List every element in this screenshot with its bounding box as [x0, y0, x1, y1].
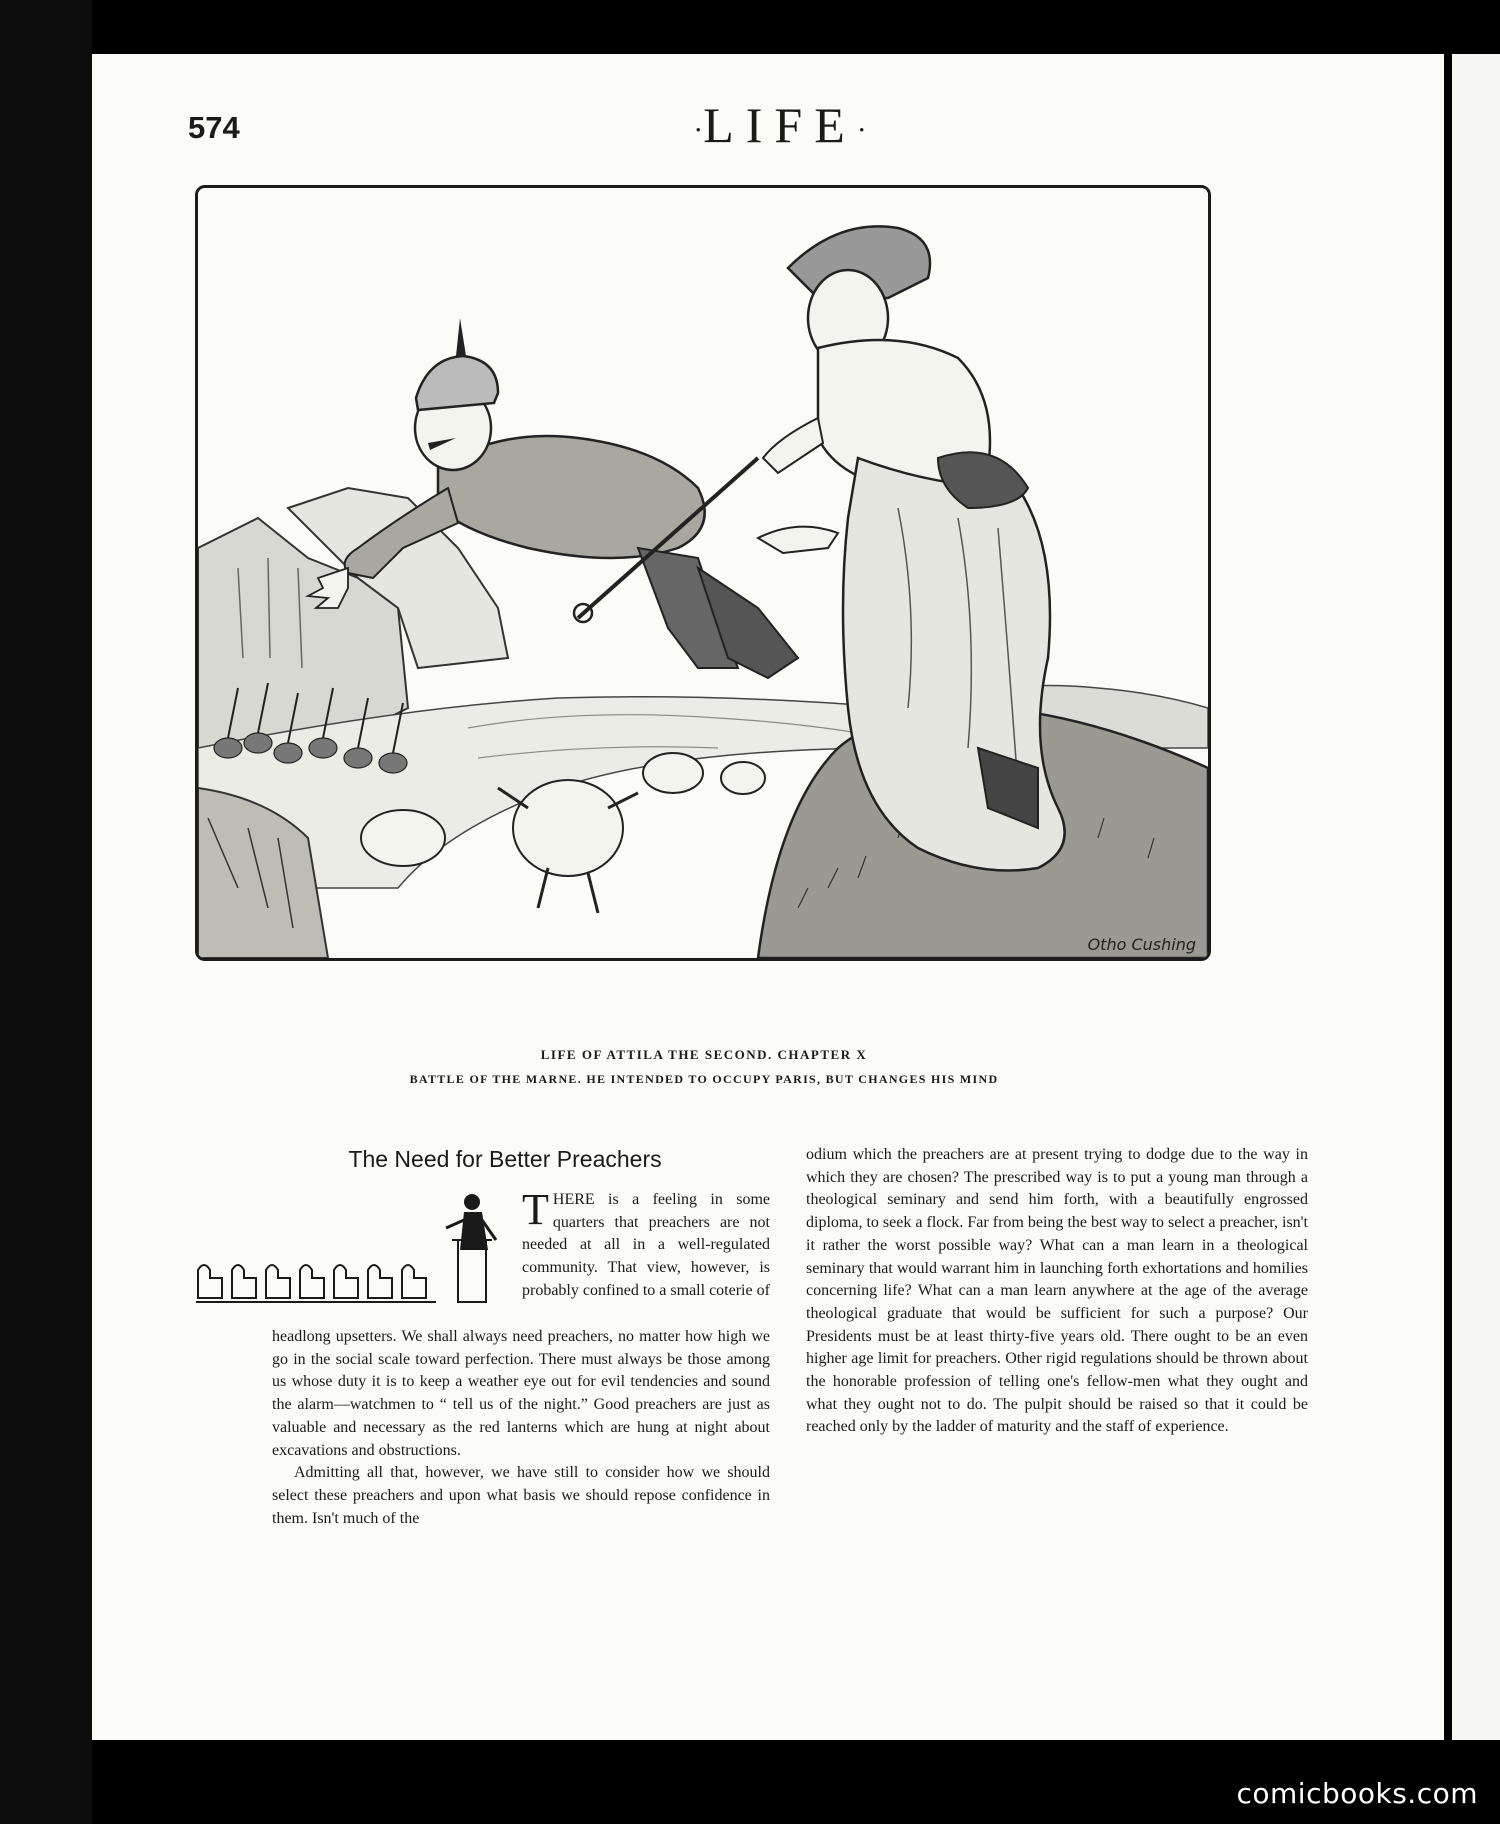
artist-signature: Otho Cushing — [1087, 935, 1196, 954]
adjacent-page-edge — [1452, 54, 1500, 1740]
scan-left-margin — [0, 0, 92, 1824]
article-title: The Need for Better Preachers — [348, 1146, 662, 1172]
cartoon-caption-title: LIFE OF ATTILA THE SECOND. CHAPTER X — [540, 1047, 868, 1062]
masthead-dot-right: · — [856, 113, 867, 147]
article-paragraph-2: Admitting all that, however, we have still to consider how we should select these preachers and upon what basis we should repose confidence in them. Isn't much of the — [272, 1464, 770, 1527]
preacher-vignette-illustration — [196, 1190, 516, 1310]
article-left-column — [272, 1326, 770, 1530]
page-number: 574 — [188, 110, 240, 145]
congregation-pews — [196, 1265, 436, 1302]
article-opening-text: HERE is a feeling in some quarters that preachers are not needed at all in a well-regulated community. That view, however, is probably confined to a small coterie of — [522, 1191, 770, 1299]
article-paragraph-2-continued: odium which the preachers are at present trying to dodge due to the way in which they are chosen? The prescribed way is to put a young man through a theological seminary and send him forth, with a beautifully engrossed diploma, to seek a flock. Far from being the best way to select a preacher, isn't it rather the worst possible way? What can a man learn in a theological seminary that would warrant him in launching forth exhortations and homilies concerning life? What can a man learn anywhere at the age of the average theological graduate that would be sufficient for such a purpose? Our Presidents must be at least thirty-five years old. There ought to be an even higher age limit for preachers. Other rigid regulations should be thrown about the honorable profession of telling one's fellow-men what they ought and what they ought not to do. The pulpit should be raised so that it could be reached only by the ladder of maturity and the staff of experience. — [806, 1146, 1308, 1436]
preacher-figure — [446, 1194, 496, 1250]
site-watermark: comicbooks.com — [1236, 1777, 1478, 1810]
masthead-dot-left: · — [693, 113, 704, 147]
cartoon-caption-subtitle: BATTLE OF THE MARNE. HE INTENDED TO OCCUPY PARIS, BUT CHANGES HIS MIND — [409, 1072, 999, 1086]
article-paragraph-1-continued: headlong upsetters. We shall always need preachers, no matter how high we go in the social scale toward perfection. There must always be those among us whose duty it is to keep a weather eye out for evil tendencies and sound the alarm—watchmen to “ tell us of the night.” Good preachers are just as valuable and necessary as the red lanterns which are hung at night about excavations and obstructions. — [272, 1328, 770, 1459]
masthead — [580, 96, 980, 154]
masthead-title: LIFE — [703, 97, 857, 153]
article-opening-paragraph — [522, 1185, 770, 1303]
cartoon-illustration — [195, 185, 1211, 961]
article-dropcap: T — [522, 1185, 549, 1234]
cartoon-drawing — [198, 188, 1208, 958]
article-right-column — [806, 1144, 1308, 1439]
